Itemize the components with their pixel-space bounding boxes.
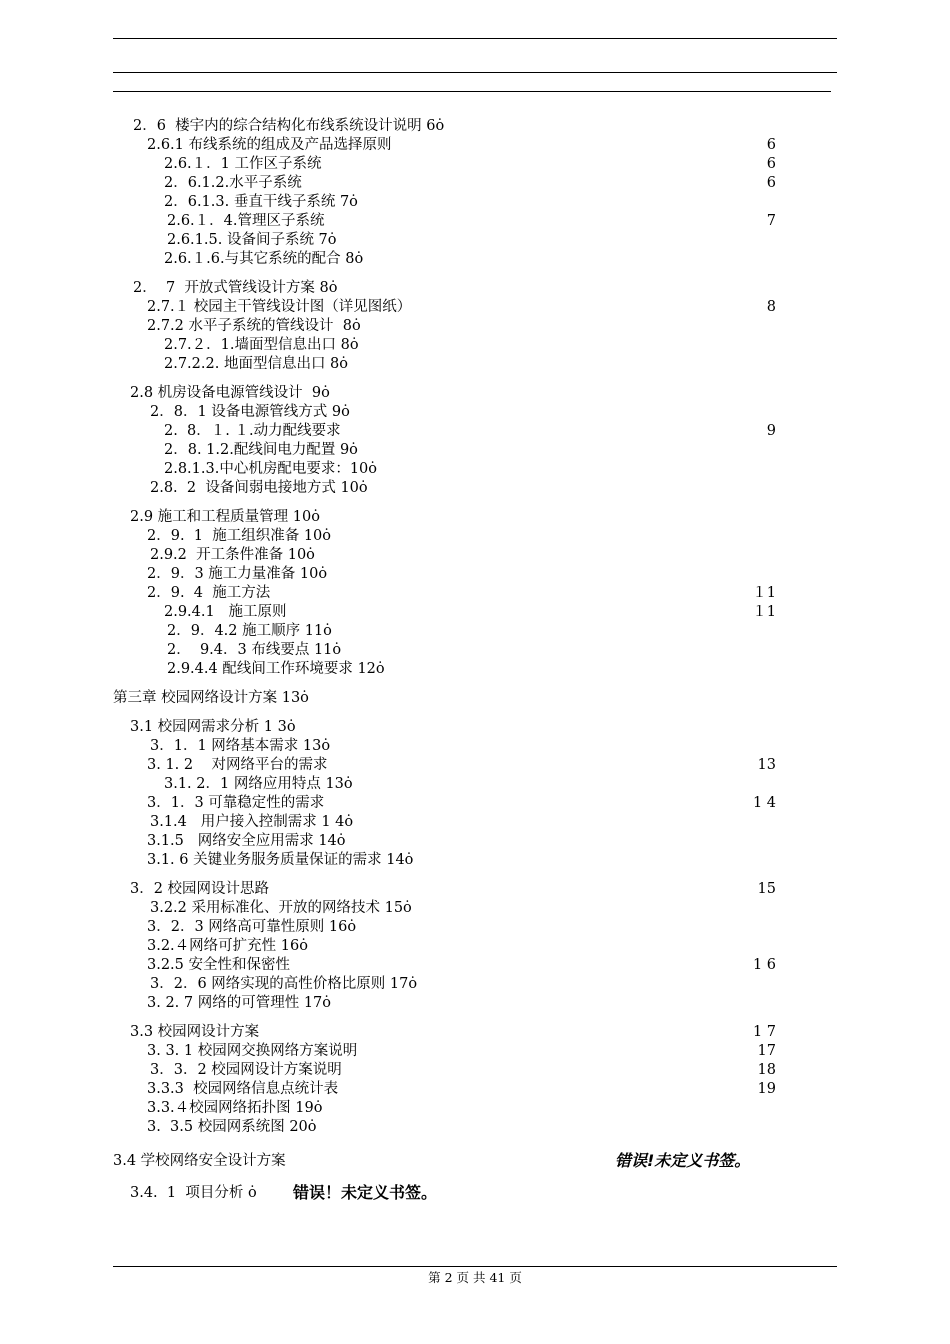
toc-entry-title: 2.8. 2 设备间弱电接地方式 10ȯ xyxy=(150,480,368,496)
toc-entry[interactable] xyxy=(167,660,385,679)
toc-entry[interactable] xyxy=(147,1080,338,1099)
toc-entry-title: 3.1. 6 关键业务服务质量保证的需求 14ȯ xyxy=(147,852,414,868)
toc-entry-title: 2．9. 4 施工方法 xyxy=(147,585,271,601)
toc-entry-title: 2．9. 1 施工组织准备 10ȯ xyxy=(147,528,332,544)
toc-entry-page: 9 xyxy=(766,423,776,439)
toc-entry-title: 3．3．2 校园网设计方案说明 xyxy=(150,1062,342,1078)
toc-entry-page: 6 xyxy=(766,156,776,172)
toc-entry[interactable] xyxy=(147,298,411,317)
toc-entry-title: 3.1.4 用户接入控制需求 1 4ȯ xyxy=(150,814,354,830)
toc-entry-page: 1 4 xyxy=(752,795,776,811)
toc-entry-title: 3. 3. 1 校园网交换网络方案说明 xyxy=(147,1043,358,1059)
toc-entry[interactable] xyxy=(164,250,363,269)
toc-entry[interactable] xyxy=(150,479,368,498)
toc-entry-page: 6 xyxy=(766,137,776,153)
toc-entry-title: 2.9.2 开工条件准备 10ȯ xyxy=(150,547,315,563)
toc-entry-title: 2.9.4.1 施工原则 xyxy=(164,604,287,620)
toc-entry-title: 2． 7 开放式管线设计方案 8ȯ xyxy=(133,280,338,296)
toc-entry-title: 2． 9.4．3 布线要点 11ȯ xyxy=(167,642,342,658)
toc-entry[interactable] xyxy=(150,813,353,832)
toc-entry-title: 3.2.2 采用标准化、开放的网络技术 15ȯ xyxy=(150,900,412,916)
toc-entry-title: 3.3.3 校园网络信息点统计表 xyxy=(147,1081,339,1097)
toc-entry-title: 3.1 校园网需求分析 1 3ȯ xyxy=(130,719,296,735)
toc-entry-title: 3．2．6 网络实现的高性价格比原则 17ȯ xyxy=(150,976,418,992)
toc-entry-page: 13 xyxy=(757,757,776,773)
toc-entry-title: 3.2.5 安全性和保密性 xyxy=(147,957,291,973)
toc-entry-page: 17 xyxy=(757,1043,776,1059)
toc-entry[interactable] xyxy=(147,1042,357,1061)
toc-entry-title: 2.6.1 布线系统的组成及产品选择原则 xyxy=(147,137,392,153)
toc-entry[interactable] xyxy=(147,994,331,1013)
toc-entry-page: 7 xyxy=(766,213,776,229)
toc-entry-title: 2.7.１ 校园主干管线设计图（详见图纸） xyxy=(147,299,412,315)
toc-entry[interactable] xyxy=(167,212,325,231)
toc-entry-title: 3.1.5 网络安全应用需求 14ȯ xyxy=(147,833,346,849)
toc-entry-title: 2．8．1 设备电源管线方式 9ȯ xyxy=(150,404,350,420)
toc-entry-title: 3. 2. 7 网络的可管理性 17ȯ xyxy=(147,995,332,1011)
toc-entry-page: １1 xyxy=(752,585,776,601)
toc-entry[interactable] xyxy=(147,937,308,956)
toc-entry[interactable] xyxy=(150,737,330,756)
bookmark-error: 错误!未定义书签。 xyxy=(615,1151,751,1170)
toc-entry[interactable] xyxy=(133,117,444,136)
footer-rule xyxy=(113,1266,837,1267)
toc-entry[interactable] xyxy=(164,155,322,174)
toc-entry[interactable] xyxy=(167,641,341,660)
toc-entry-title: 2. 8．１. １.动力配线要求 xyxy=(164,423,341,439)
toc-entry[interactable] xyxy=(164,460,377,479)
toc-entry[interactable] xyxy=(147,317,361,336)
toc-entry-title: 2.9.4.4 配线间工作环境要求 12ȯ xyxy=(167,661,385,677)
toc-entry[interactable] xyxy=(150,899,412,918)
toc-entry-title: 2．6.1.3. 垂直干线子系统 7ȯ xyxy=(164,194,358,210)
toc-entry[interactable] xyxy=(130,1184,257,1203)
toc-entry[interactable] xyxy=(164,422,341,441)
toc-entry[interactable] xyxy=(130,1023,259,1042)
toc-entry-page: 15 xyxy=(757,881,776,897)
toc-entry[interactable] xyxy=(164,336,359,355)
toc-entry-title: 3.1. 2．1 网络应用特点 13ȯ xyxy=(164,776,353,792)
toc-entry[interactable] xyxy=(150,1061,342,1080)
toc-entry-title: 3.4. 1 项目分析 ȯ xyxy=(130,1185,257,1201)
toc-entry[interactable] xyxy=(150,546,315,565)
toc-entry-title: 2.6.１．1 工作区子系统 xyxy=(164,156,322,172)
toc-entry-title: 2．9．3 施工力量准备 10ȯ xyxy=(147,566,328,582)
toc-entry[interactable] xyxy=(147,565,327,584)
toc-entry[interactable] xyxy=(167,231,337,250)
bookmark-error: 错误！未定义书签。 xyxy=(293,1183,438,1202)
toc-entry[interactable] xyxy=(130,718,296,737)
toc-entry-page: 8 xyxy=(766,299,776,315)
toc-entry-title: 2．8. 1.2.配线间电力配置 9ȯ xyxy=(164,442,358,458)
toc-entry[interactable] xyxy=(167,622,332,641)
toc-entry-title: 3．2 校园网设计思路 xyxy=(130,881,270,897)
toc-entry-title: 3.3 校园网设计方案 xyxy=(130,1024,260,1040)
toc-entry-title: 2.8.1.3.中心机房配电要求：10ȯ xyxy=(164,461,378,477)
toc-entry[interactable] xyxy=(164,775,353,794)
toc-entry[interactable] xyxy=(147,584,270,603)
toc-entry[interactable] xyxy=(147,918,356,937)
toc-entry[interactable] xyxy=(147,851,413,870)
toc-entry[interactable] xyxy=(164,174,302,193)
toc-entry-title: 2．9．4.2 施工顺序 11ȯ xyxy=(167,623,332,639)
toc-entry-title: 3．1．1 网络基本需求 13ȯ xyxy=(150,738,331,754)
toc-entry[interactable] xyxy=(147,794,324,813)
toc-entry[interactable] xyxy=(150,975,417,994)
toc-entry-title: 3. 3.5 校园网系统图 20ȯ xyxy=(147,1119,317,1135)
toc-entry-title: 2.7.2.2. 地面型信息出口 8ȯ xyxy=(164,356,349,372)
toc-entry-title: 3.2.４网络可扩充性 16ȯ xyxy=(147,938,308,954)
toc-entry-title: 2．6 楼宇内的综合结构化布线系统设计说明 6ȯ xyxy=(133,118,445,134)
toc-entry[interactable] xyxy=(130,384,330,403)
toc-entry[interactable] xyxy=(164,603,287,622)
toc-entry-title: 3．2．3 网络高可靠性原则 16ȯ xyxy=(147,919,357,935)
toc-entry[interactable] xyxy=(133,279,337,298)
toc-entry-title: 2.6.1.5. 设备间子系统 7ȯ xyxy=(167,232,337,248)
toc-entry-page: 19 xyxy=(757,1081,776,1097)
toc-entry[interactable] xyxy=(147,1118,317,1137)
page-footer: 第 2 页 共 41 页 xyxy=(428,1270,522,1285)
toc-entry-title: 3.3.４校园网络拓扑图 19ȯ xyxy=(147,1100,323,1116)
toc-entry-title: 2．6.1.2.水平子系统 xyxy=(164,175,302,191)
toc-entry[interactable] xyxy=(164,193,358,212)
toc-entry[interactable] xyxy=(113,1152,286,1171)
toc-entry[interactable] xyxy=(150,403,350,422)
toc-entry[interactable] xyxy=(147,832,346,851)
toc-entry-title: 2.6.１．4.管理区子系统 xyxy=(167,213,325,229)
toc-entry[interactable] xyxy=(113,689,309,708)
toc-entry-page: 1 7 xyxy=(752,1024,776,1040)
toc-entry-title: 2.8 机房设备电源管线设计 9ȯ xyxy=(130,385,330,401)
toc-entry[interactable] xyxy=(164,355,348,374)
toc-entry[interactable] xyxy=(147,527,331,546)
toc-entry-title: 3.4 学校网络安全设计方案 xyxy=(113,1153,286,1169)
toc-entry-page: 1 6 xyxy=(752,957,776,973)
toc-entry[interactable] xyxy=(164,441,358,460)
toc-entry[interactable] xyxy=(130,880,269,899)
toc-entry-title: 2.6.１.6.与其它系统的配合 8ȯ xyxy=(164,251,364,267)
toc-entry-page: １1 xyxy=(752,604,776,620)
toc-entry-title: 2.7.２．1.墙面型信息出口 8ȯ xyxy=(164,337,359,353)
toc-entry-page: 18 xyxy=(757,1062,776,1078)
toc-entry-title: 3．1．3 可靠稳定性的需求 xyxy=(147,795,325,811)
toc-entry[interactable] xyxy=(147,1099,322,1118)
toc-entry-title: 2.7.2 水平子系统的管线设计 8ȯ xyxy=(147,318,361,334)
toc-entry[interactable] xyxy=(147,136,392,155)
toc-entry[interactable] xyxy=(147,956,290,975)
toc-entry[interactable] xyxy=(147,756,328,775)
toc-entry-title: 3. 1. 2 对网络平台的需求 xyxy=(147,757,328,773)
toc-entry-title: 2.9 施工和工程质量管理 10ȯ xyxy=(130,509,320,525)
toc-entry-title: 第三章 校园网络设计方案 13ȯ xyxy=(113,690,309,706)
toc-entry-page: 6 xyxy=(766,175,776,191)
toc-entry[interactable] xyxy=(130,508,320,527)
